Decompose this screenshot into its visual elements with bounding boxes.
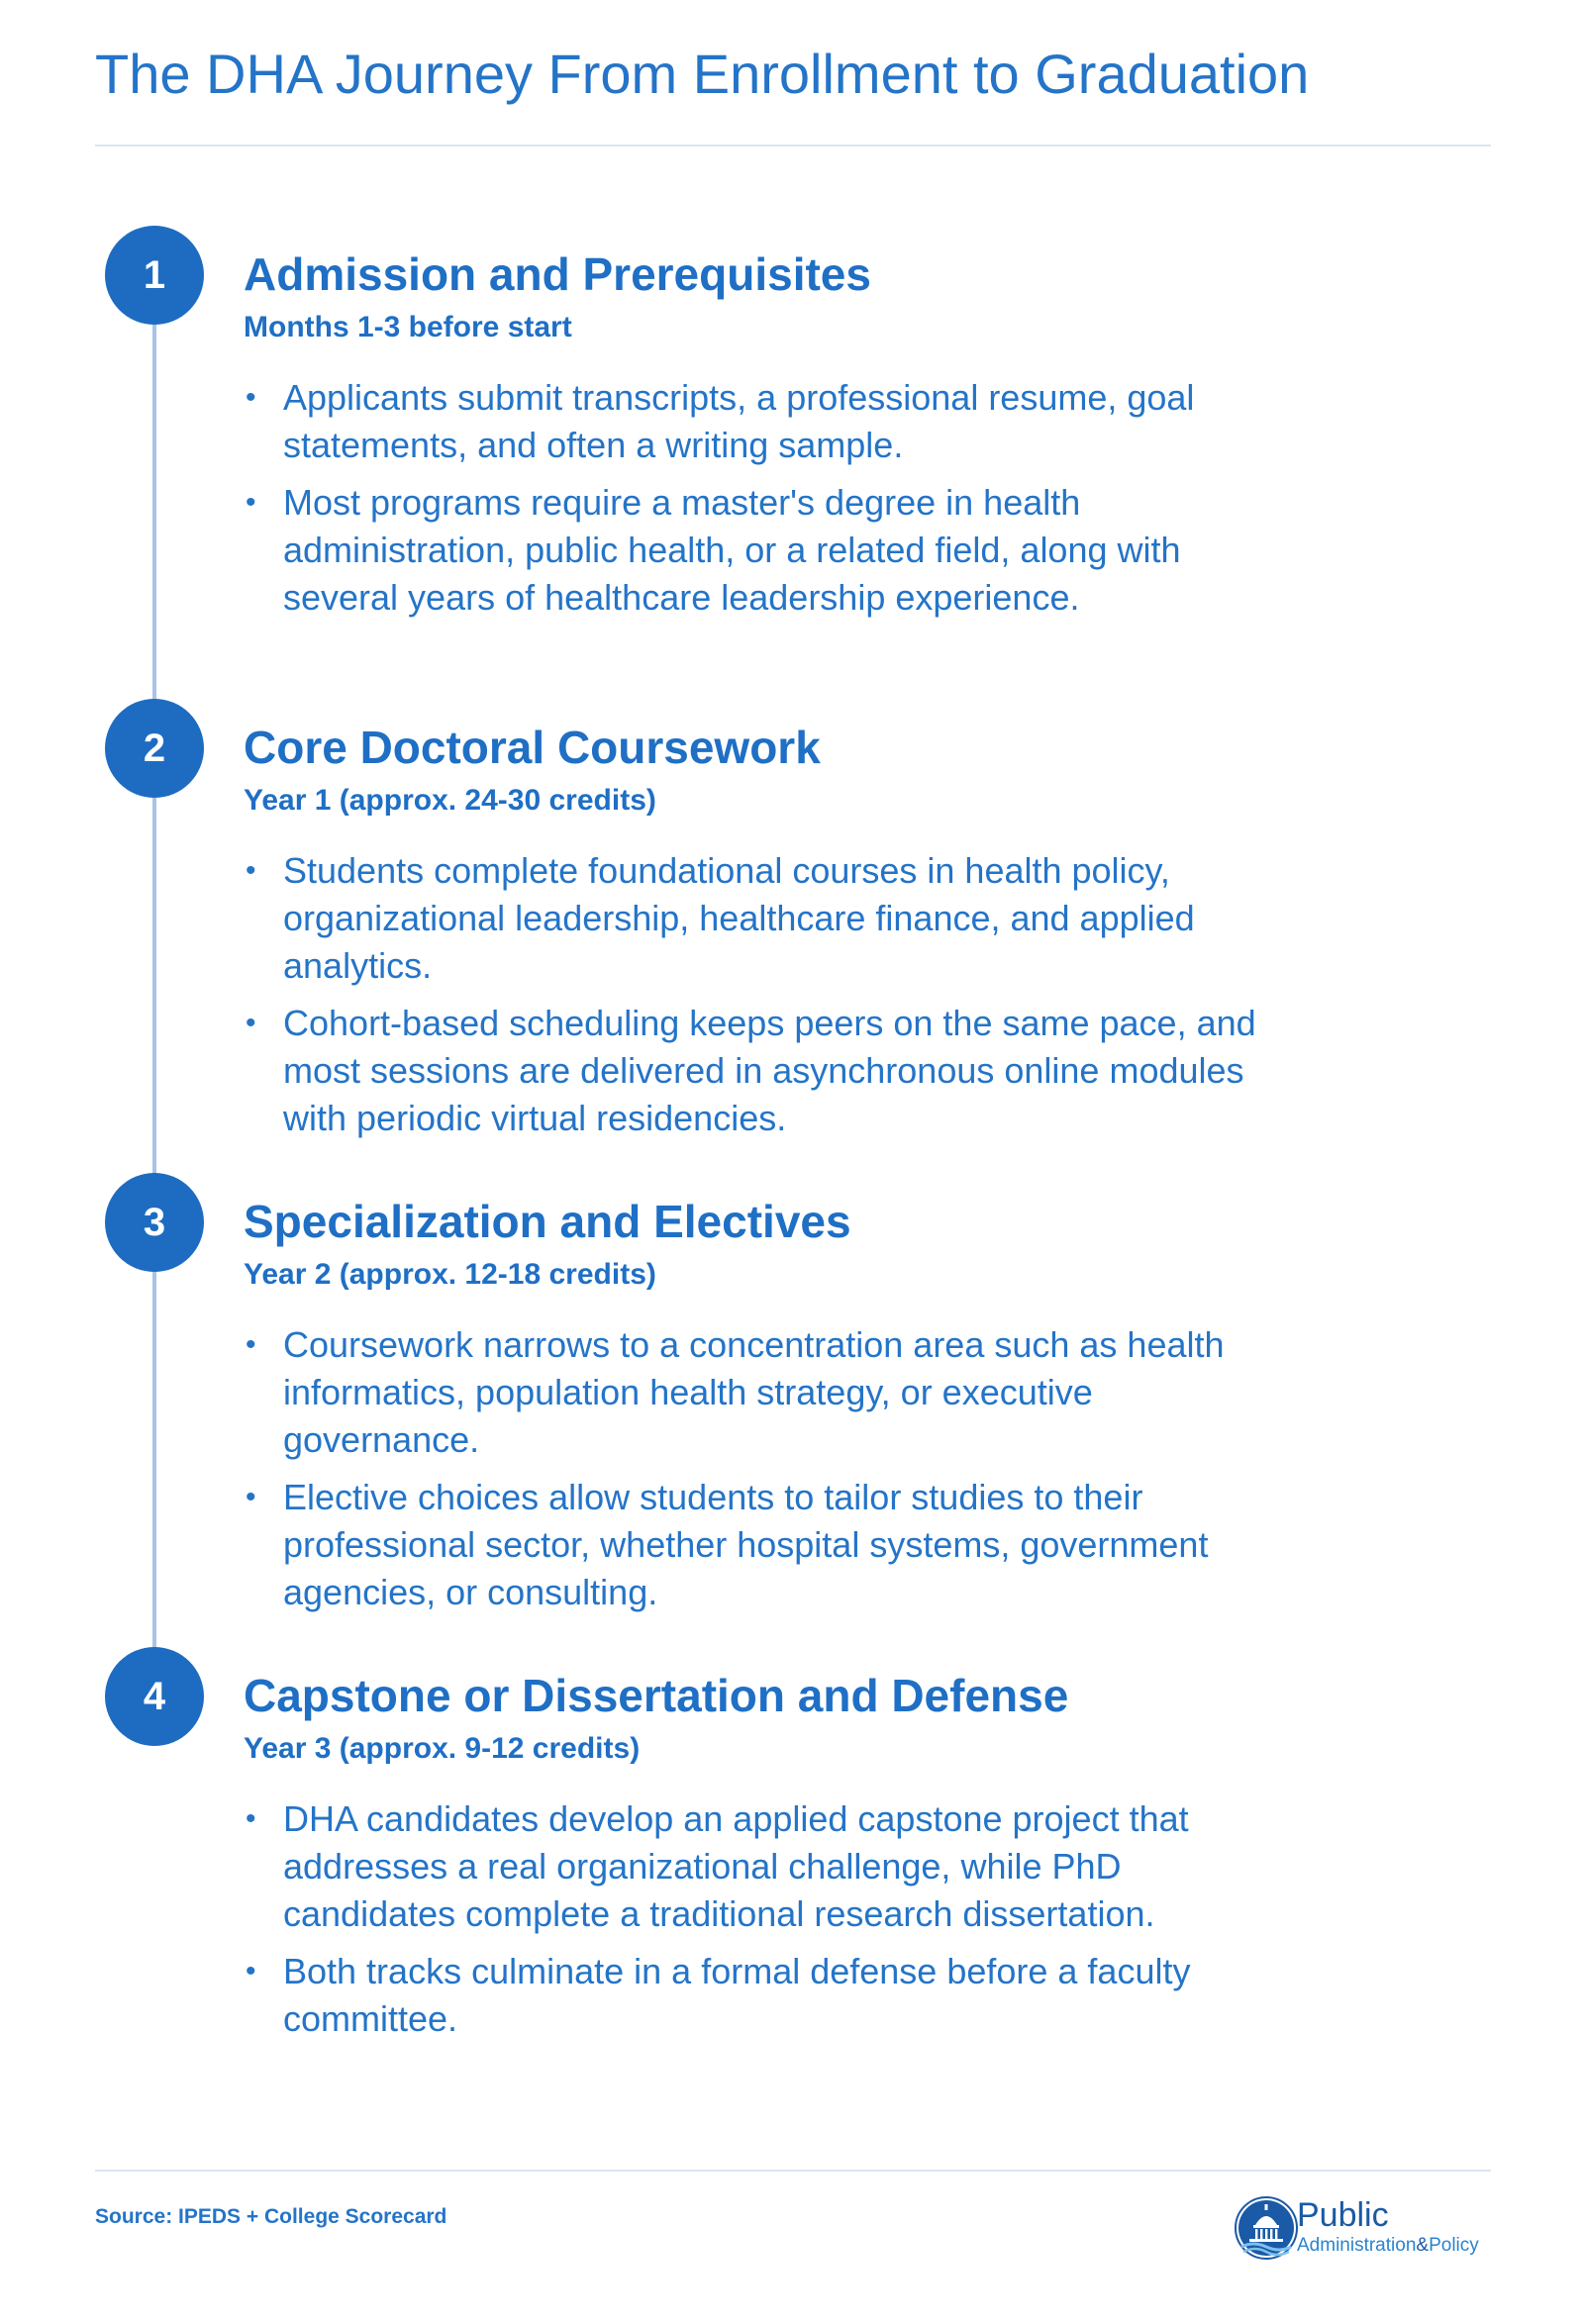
step-number-badge: 2 <box>105 699 204 798</box>
step-number-badge: 3 <box>105 1173 204 1272</box>
bullet-dot-icon: • <box>246 1481 256 1513</box>
step-timeframe: Year 1 (approx. 24-30 credits) <box>244 784 656 817</box>
page-title: The DHA Journey From Enrollment to Graduation <box>95 43 1310 105</box>
step-title: Core Doctoral Coursework <box>244 722 821 773</box>
bullet-text: Coursework narrows to a concentration area such as health informatics, population health strategy, or executive governance. <box>283 1324 1225 1460</box>
bullet-item <box>244 479 1273 622</box>
logo-wordmark-public: Public <box>1297 2196 1389 2234</box>
bullet-item <box>244 847 1273 990</box>
bullet-text: Applicants submit transcripts, a professional resume, goal statements, and often a writing sample. <box>283 377 1195 465</box>
logo-wordmark-subtitle <box>1297 2235 1479 2257</box>
bullet-dot-icon: • <box>246 486 256 519</box>
capitol-dome-icon <box>1234 2195 1299 2261</box>
title-divider <box>95 145 1491 146</box>
bullet-item <box>244 1000 1273 1142</box>
bullet-dot-icon: • <box>246 1328 256 1361</box>
step-bullet-list <box>244 374 1273 631</box>
logo-word-policy: Policy <box>1429 2235 1479 2256</box>
step-title: Admission and Prerequisites <box>244 248 871 300</box>
step-bullet-list <box>244 847 1273 1152</box>
step-timeframe: Months 1-3 before start <box>244 311 572 343</box>
step-title: Specialization and Electives <box>244 1196 851 1247</box>
step-bullet-list <box>244 1795 1273 2053</box>
bullet-text: Both tracks culminate in a formal defense before a faculty committee. <box>283 1951 1191 2039</box>
timeline-line <box>152 277 156 1702</box>
bullet-text: Most programs require a master's degree in health administration, public health, or a related field, along with several years of healthcare leadership experience. <box>283 482 1181 618</box>
step-number-badge: 4 <box>105 1647 204 1746</box>
bullet-item <box>244 1795 1273 1938</box>
bullet-item <box>244 374 1273 469</box>
bullet-text: DHA candidates develop an applied capstone project that addresses a real organizational challenge, while PhD candidates complete a traditional research dissertation. <box>283 1798 1189 1934</box>
footer-divider <box>95 2170 1491 2172</box>
bullet-dot-icon: • <box>246 1007 256 1039</box>
bullet-text: Cohort-based scheduling keeps peers on the same pace, and most sessions are delivered in asynchronous online modules with periodic virtual residencies. <box>283 1003 1256 1138</box>
step-title: Capstone or Dissertation and Defense <box>244 1670 1069 1721</box>
bullet-item <box>244 1948 1273 2043</box>
source-note: Source: IPEDS + College Scorecard <box>95 2205 447 2228</box>
bullet-dot-icon: • <box>246 1802 256 1835</box>
bullet-item <box>244 1321 1273 1464</box>
step-number-badge: 1 <box>105 226 204 325</box>
step-timeframe: Year 2 (approx. 12-18 credits) <box>244 1258 656 1291</box>
logo-ampersand: & <box>1416 2235 1430 2256</box>
bullet-dot-icon: • <box>246 1955 256 1987</box>
logo-word-administration: Administration <box>1297 2235 1417 2256</box>
bullet-text: Students complete foundational courses in health policy, organizational leadership, healthcare finance, and applied analytics. <box>283 850 1195 986</box>
bullet-item <box>244 1474 1273 1616</box>
step-bullet-list <box>244 1321 1273 1626</box>
step-timeframe: Year 3 (approx. 9-12 credits) <box>244 1732 641 1765</box>
bullet-dot-icon: • <box>246 854 256 887</box>
bullet-dot-icon: • <box>246 381 256 414</box>
brand-logo[interactable] <box>1234 2187 1501 2267</box>
bullet-text: Elective choices allow students to tailor studies to their professional sector, whether hospital systems, government agencies, or consulting. <box>283 1477 1209 1612</box>
